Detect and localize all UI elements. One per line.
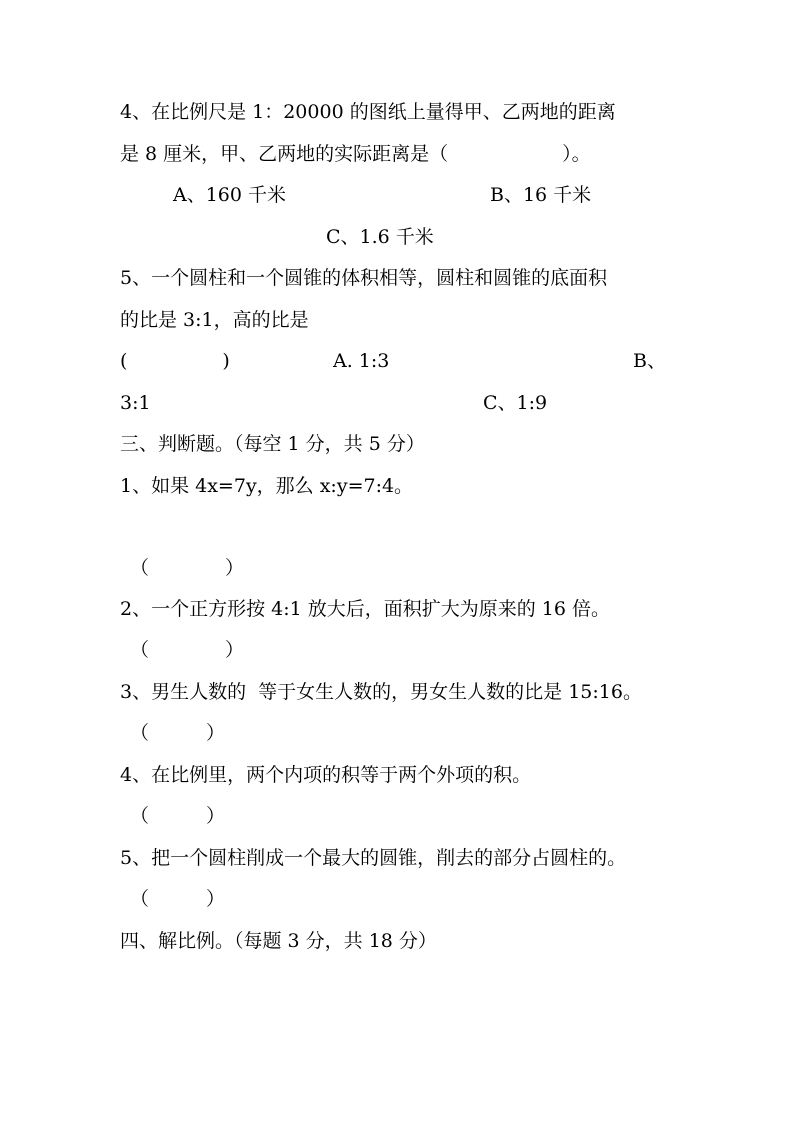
- section-3-heading: 三、判断题。（每空 1 分，共 5 分）: [120, 433, 425, 455]
- mc-q4-option-b: B、16 千米: [490, 184, 592, 206]
- judge-q4-text: 4、在比例里，两个内项的积等于两个外项的积。: [120, 764, 532, 786]
- mc-q4-line1: 4、在比例尺是 1：20000 的图纸上量得甲、乙两地的距离: [120, 101, 616, 123]
- judge-q2-blank: （ ）: [130, 639, 245, 661]
- mc-q5-answer-blank: ( ): [120, 350, 230, 372]
- judge-q5-text: 5、把一个圆柱削成一个最大的圆锥，削去的部分占圆柱的。: [120, 847, 627, 869]
- mc-q4-line2: 是 8 厘米，甲、乙两地的实际距离是（ ）。: [120, 143, 591, 165]
- judge-q5-blank: （ ）: [130, 888, 226, 910]
- judge-q2-text: 2、一个正方形按 4:1 放大后，面积扩大为原来的 16 倍。: [120, 598, 611, 620]
- judge-q4-blank: （ ）: [130, 805, 226, 827]
- mc-q5-line1: 5、一个圆柱和一个圆锥的体积相等，圆柱和圆锥的底面积: [120, 267, 608, 289]
- mc-q5-line2: 的比是 3:1，高的比是: [120, 309, 309, 331]
- mc-q5-option-b-letter: B、: [633, 350, 666, 372]
- judge-q1-text: 1、如果 4x=7y，那么 x:y=7:4。: [120, 475, 414, 497]
- judge-q3-blank: （ ）: [130, 722, 226, 744]
- mc-q5-option-b-value: 3:1: [120, 392, 151, 414]
- mc-q4-option-a: A、160 千米: [173, 184, 287, 206]
- judge-q1-blank: （ ）: [130, 557, 245, 579]
- mc-q5-option-a: A. 1:3: [333, 350, 390, 372]
- section-4-heading: 四、解比例。（每题 3 分，共 18 分）: [120, 930, 437, 952]
- judge-q3-text: 3、男生人数的 等于女生人数的，男女生人数的比是 15:16。: [120, 681, 642, 703]
- mc-q4-option-c: C、1.6 千米: [326, 226, 434, 248]
- mc-q5-option-c: C、1:9: [483, 392, 548, 414]
